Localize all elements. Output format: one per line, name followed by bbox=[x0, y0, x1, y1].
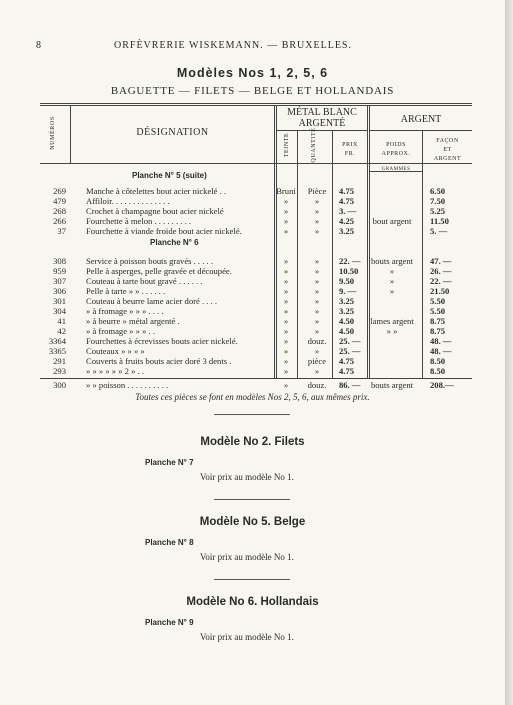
table-row bbox=[0, 256, 505, 266]
row-designation: » » poisson . . . . . . . . . . bbox=[86, 380, 169, 390]
table-row bbox=[0, 296, 505, 306]
header-argent: ARGENT bbox=[400, 114, 442, 125]
row-designation: Manche à côtelettes bout acier nickelé . . bbox=[86, 186, 227, 196]
row-number: 304 bbox=[53, 306, 66, 316]
row-facon: 8.50 bbox=[430, 366, 446, 376]
row-facon: 8.50 bbox=[430, 356, 446, 366]
table-top-rule-2 bbox=[40, 105, 472, 106]
row-teinte: » bbox=[283, 256, 289, 266]
row-prix: 25. — bbox=[339, 346, 361, 356]
row-designation: Fourchettes à écrevisses bouts acier nickelé. bbox=[86, 336, 238, 346]
header-et: ET bbox=[443, 147, 452, 153]
planche-7-label: Planche N° 7 bbox=[145, 458, 194, 467]
row-facon: 7.50 bbox=[430, 196, 446, 206]
row-quantite: » bbox=[314, 206, 320, 216]
row-designation: Fourchette à melon . . . . . . . . . bbox=[86, 216, 192, 226]
header-numeros: NUMÉROS bbox=[50, 116, 56, 150]
row-designation: » à beurre » métal argenté . bbox=[86, 316, 180, 326]
divider bbox=[214, 499, 290, 500]
row-number: 3365 bbox=[48, 346, 66, 356]
row-designation: Crochet à champagne bout acier nickelé bbox=[86, 206, 224, 216]
header-teinte: TEINTE bbox=[284, 132, 290, 158]
row-quantite: » bbox=[314, 266, 320, 276]
row-teinte: » bbox=[283, 226, 289, 236]
row-quantite: » bbox=[314, 306, 320, 316]
table-row bbox=[0, 356, 505, 366]
header-facon: FAÇON bbox=[436, 138, 459, 144]
table-row bbox=[0, 286, 505, 296]
page-edge bbox=[505, 0, 513, 705]
row-quantite: » bbox=[314, 256, 320, 266]
row-prix: 4.75 bbox=[339, 196, 355, 206]
row-teinte: » bbox=[283, 206, 289, 216]
row-facon: 8.75 bbox=[430, 316, 446, 326]
row-prix: 4.75 bbox=[339, 186, 355, 196]
page-subtitle: BAGUETTE — FILETS — BELGE ET HOLLANDAIS bbox=[110, 85, 395, 97]
row-designation: » » » » » » 2 » . . bbox=[86, 366, 145, 376]
row-prix: 3. — bbox=[339, 206, 357, 216]
row-number: 300 bbox=[53, 380, 66, 390]
row-quantite: » bbox=[314, 226, 320, 236]
row-prix: 9. — bbox=[339, 286, 357, 296]
header-argent-small: ARGENT bbox=[433, 156, 462, 162]
row-prix: 86. — bbox=[339, 380, 361, 390]
table-row bbox=[0, 306, 505, 316]
row-number: 959 bbox=[53, 266, 66, 276]
header-quantite: QUANTITÉ bbox=[311, 127, 317, 163]
row-number: 291 bbox=[53, 356, 66, 366]
row-quantite: » bbox=[314, 296, 320, 306]
row-designation: Couteau à beurre lame acier doré . . . . bbox=[86, 296, 217, 306]
row-number: 3364 bbox=[48, 336, 66, 346]
model-6-note: Voir prix au modèle No 1. bbox=[200, 632, 294, 642]
row-designation: Affiloir. . . . . . . . . . . . . . bbox=[86, 196, 170, 206]
metal-sub-rule bbox=[277, 130, 368, 131]
row-facon: 26. — bbox=[430, 266, 452, 276]
row-poids: » bbox=[389, 266, 395, 276]
planche-8-label: Planche N° 8 bbox=[145, 538, 194, 547]
row-quantite: douz. bbox=[307, 336, 327, 346]
row-facon: 8.75 bbox=[430, 326, 446, 336]
row-number: 269 bbox=[53, 186, 66, 196]
row-teinte: » bbox=[283, 326, 289, 336]
row-facon: 6.50 bbox=[430, 186, 446, 196]
divider bbox=[214, 579, 290, 580]
row-quantite: pièce bbox=[307, 356, 327, 366]
row-prix: 22. — bbox=[339, 256, 361, 266]
row-teinte: » bbox=[283, 286, 289, 296]
table-row bbox=[0, 346, 505, 356]
header-designation: DÉSIGNATION bbox=[136, 127, 209, 138]
table-row bbox=[0, 380, 505, 390]
row-teinte: » bbox=[283, 196, 289, 206]
table-row bbox=[0, 326, 505, 336]
row-quantite: douz. bbox=[307, 380, 327, 390]
planche-6-label: Planche N° 6 bbox=[150, 238, 199, 247]
row-facon: 22. — bbox=[430, 276, 452, 286]
row-poids: » bbox=[389, 276, 395, 286]
row-prix: 4.25 bbox=[339, 216, 355, 226]
row-number: 301 bbox=[53, 296, 66, 306]
row-teinte: » bbox=[283, 296, 289, 306]
row-teinte: » bbox=[283, 356, 289, 366]
model-2-note: Voir prix au modèle No 1. bbox=[200, 472, 294, 482]
page-title: Modèles Nos 1, 2, 5, 6 bbox=[176, 66, 329, 80]
row-quantite: » bbox=[314, 346, 320, 356]
row-quantite: Pièce bbox=[307, 186, 327, 196]
model-6-title: Modèle No 6. Hollandais bbox=[186, 596, 319, 608]
row-facon: 21.50 bbox=[430, 286, 450, 296]
row-number: 308 bbox=[53, 256, 66, 266]
row-prix: 25. — bbox=[339, 336, 361, 346]
row-poids: bouts argent bbox=[370, 380, 414, 390]
table-row bbox=[0, 226, 505, 236]
row-number: 293 bbox=[53, 366, 66, 376]
running-head-title: ORFÈVRERIE WISKEMANN. — BRUXELLES. bbox=[114, 40, 352, 51]
table-row bbox=[0, 366, 505, 376]
table-row bbox=[0, 266, 505, 276]
row-quantite: » bbox=[314, 196, 320, 206]
row-facon: 5. — bbox=[430, 226, 448, 236]
model-5-note: Voir prix au modèle No 1. bbox=[200, 552, 294, 562]
table-row bbox=[0, 196, 505, 206]
row-poids: » » bbox=[386, 326, 398, 336]
row-prix: 4.50 bbox=[339, 316, 355, 326]
planche-5-label: Planche N° 5 (suite) bbox=[132, 171, 207, 180]
row-prix: 3.25 bbox=[339, 306, 355, 316]
row-teinte: » bbox=[283, 316, 289, 326]
row-prix: 10.50 bbox=[339, 266, 359, 276]
table-bottom-rule bbox=[40, 378, 472, 379]
row-number: 307 bbox=[53, 276, 66, 286]
header-argente: ARGENTÉ bbox=[298, 118, 346, 129]
row-facon: 5.50 bbox=[430, 306, 446, 316]
row-teinte: » bbox=[283, 380, 289, 390]
planche-9-label: Planche N° 9 bbox=[145, 618, 194, 627]
table-row bbox=[0, 186, 505, 196]
table-row bbox=[0, 276, 505, 286]
row-designation: » à fromage » » » . . bbox=[86, 326, 155, 336]
row-number: 41 bbox=[57, 316, 66, 326]
row-teinte: » bbox=[283, 216, 289, 226]
row-quantite: » bbox=[314, 326, 320, 336]
table-row bbox=[0, 336, 505, 346]
model-5-title: Modèle No 5. Belge bbox=[199, 516, 306, 528]
row-teinte: » bbox=[283, 266, 289, 276]
header-fr: FR. bbox=[344, 151, 356, 157]
argent-sub-rule bbox=[370, 130, 472, 131]
footnote: Toutes ces pièces se font en modèles Nos 2, 5, 6, aux mêmes prix. bbox=[135, 392, 370, 402]
row-facon: 48. — bbox=[430, 346, 452, 356]
row-quantite: » bbox=[314, 286, 320, 296]
row-designation: Fourchette à viande froide bout acier nickelé. bbox=[86, 226, 242, 236]
page-number: 8 bbox=[36, 40, 42, 51]
row-poids: lames argent bbox=[370, 316, 414, 326]
row-facon: 5.25 bbox=[430, 206, 446, 216]
row-number: 479 bbox=[53, 196, 66, 206]
header-grammes: GRAMMES bbox=[381, 167, 411, 172]
row-teinte: » bbox=[283, 276, 289, 286]
row-poids: bouts argent bbox=[370, 256, 414, 266]
row-prix: 4.50 bbox=[339, 326, 355, 336]
row-quantite: » bbox=[314, 316, 320, 326]
row-designation: Service à poisson bouts gravés . . . . . bbox=[86, 256, 213, 266]
row-number: 306 bbox=[53, 286, 66, 296]
row-teinte: Bruni bbox=[276, 186, 296, 196]
row-teinte: » bbox=[283, 306, 289, 316]
divider bbox=[214, 414, 290, 415]
row-prix: 4.75 bbox=[339, 356, 355, 366]
row-facon: 48. — bbox=[430, 336, 452, 346]
row-facon: 11.50 bbox=[430, 216, 449, 226]
row-facon: 208.— bbox=[430, 380, 454, 390]
row-designation: Couteau à tarte bout gravé . . . . . . bbox=[86, 276, 203, 286]
row-quantite: » bbox=[314, 276, 320, 286]
table-row bbox=[0, 316, 505, 326]
header-metal-blanc: MÉTAL BLANC bbox=[287, 107, 357, 118]
model-2-title: Modèle No 2. Filets bbox=[200, 436, 305, 448]
row-number: 42 bbox=[57, 326, 66, 336]
row-prix: 3.25 bbox=[339, 226, 355, 236]
table-row bbox=[0, 206, 505, 216]
row-prix: 3.25 bbox=[339, 296, 355, 306]
row-designation: Couverts à fruits bouts acier doré 3 dents . bbox=[86, 356, 232, 366]
row-teinte: » bbox=[283, 346, 289, 356]
row-facon: 47. — bbox=[430, 256, 452, 266]
table-row bbox=[0, 216, 505, 226]
row-number: 266 bbox=[53, 216, 66, 226]
row-designation: Pelle à asperges, pelle gravée et découpée. bbox=[86, 266, 232, 276]
row-designation: » à fromage » » » . . . . bbox=[86, 306, 164, 316]
row-designation: Couteaux » » » » bbox=[86, 346, 145, 356]
row-number: 37 bbox=[57, 226, 66, 236]
table-top-rule bbox=[40, 103, 472, 104]
row-quantite: » bbox=[314, 366, 320, 376]
header-bottom-rule bbox=[40, 163, 472, 164]
row-prix: 9.50 bbox=[339, 276, 355, 286]
row-facon: 5.50 bbox=[430, 296, 446, 306]
row-prix: 4.75 bbox=[339, 366, 355, 376]
row-number: 268 bbox=[53, 206, 66, 216]
row-poids: » bbox=[389, 286, 395, 296]
row-designation: Pelle à tarte » » . . . . . . bbox=[86, 286, 166, 296]
row-quantite: » bbox=[314, 216, 320, 226]
header-poids: POIDS bbox=[386, 142, 406, 148]
header-approx: APPROX. bbox=[381, 151, 411, 157]
header-prix: PRIX bbox=[342, 142, 358, 148]
row-poids: bout argent bbox=[372, 216, 412, 226]
row-teinte: » bbox=[283, 366, 289, 376]
row-teinte: » bbox=[283, 336, 289, 346]
